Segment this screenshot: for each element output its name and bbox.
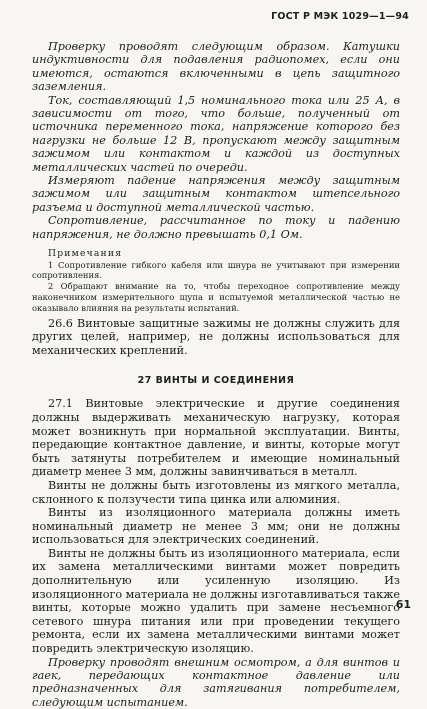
running-header: ГОСТ Р МЭК 1029—1—94 <box>271 11 409 22</box>
clause-26-6: 26.6 Винтовые защитные зажимы не должны служить для других целей, например, не должны использоваться для механических креплений. <box>32 316 400 357</box>
body-text <box>32 40 400 709</box>
paragraph: Сопротивление, рассчитанное по току и падению напряжения, не должно превышать 0,1 Ом. <box>32 214 400 241</box>
paragraph: Измеряют падение напряжения между защитным зажимом или защитным контактом штепсельного разъема и доступной металлической частью. <box>32 174 400 214</box>
paragraph: 27.1 Винтовые электрические и другие соединения должны выдерживать механическую нагрузку, которая может возникнуть при нормальной эксплуатации. Винты, передающие контактное давление, и винты, которые могут быть затянуты потребителем и имеющие номинальный диаметр менее 3 мм, должны завинчиваться в металл. <box>32 397 400 479</box>
paragraph: Винты не должны быть из изоляционного материала, если их замена металлическими винтами может повредить дополнительную или усиленную изоляцию. Из изоляционного материала не должны изготавливаться также винты, которые можно удалить при замене несъемного сетевого шнура питания или при проведении текущего ремонта, если их замена металлическими винтами может повредить электрическую изоляцию. <box>32 546 400 656</box>
section-title: 27 ВИНТЫ И СОЕДИНЕНИЯ <box>137 375 295 387</box>
paragraph: Проверку проводят внешним осмотром, а для винтов и гаек, передающих контактное давление или предназначенных для затягивания потребителем, следующим испытанием. <box>32 655 400 709</box>
paragraph: Ток, составляющий 1,5 номинального тока или 25 А, в зависимости от того, что больше, полученный от источника переменного тока, напряжение которого без нагрузки не больше 12 В, пропускают между защитным зажимом или контактом и каждой из доступных металлических частей по очереди. <box>32 93 400 174</box>
note: 1 Сопротивление гибкого кабеля или шнура не учитывают при измерении сопротивления. <box>32 259 400 281</box>
paragraph: Винты из изоляционного материала должны иметь номинальный диаметр не менее 3 мм; они не должны использоваться для электрических соединений. <box>32 506 400 547</box>
note: 2 Обращают внимание на то, чтобы переходное сопротивление между наконечником измерительного щупа и испытуемой металлической частью не оказывало влияния на результаты испытаний. <box>32 281 400 313</box>
paragraph: Проверку проводят следующим образом. Катушки индуктивности для подавления радиопомех, если они имеются, остаются включенными в цепь защитного заземления. <box>32 40 400 94</box>
page-number: 61 <box>395 598 411 611</box>
notes-title: Примечания <box>48 248 123 260</box>
paragraph: Винты не должны быть изготовлены из мягкого металла, склонного к ползучести типа цинка или алюминия. <box>32 478 400 506</box>
